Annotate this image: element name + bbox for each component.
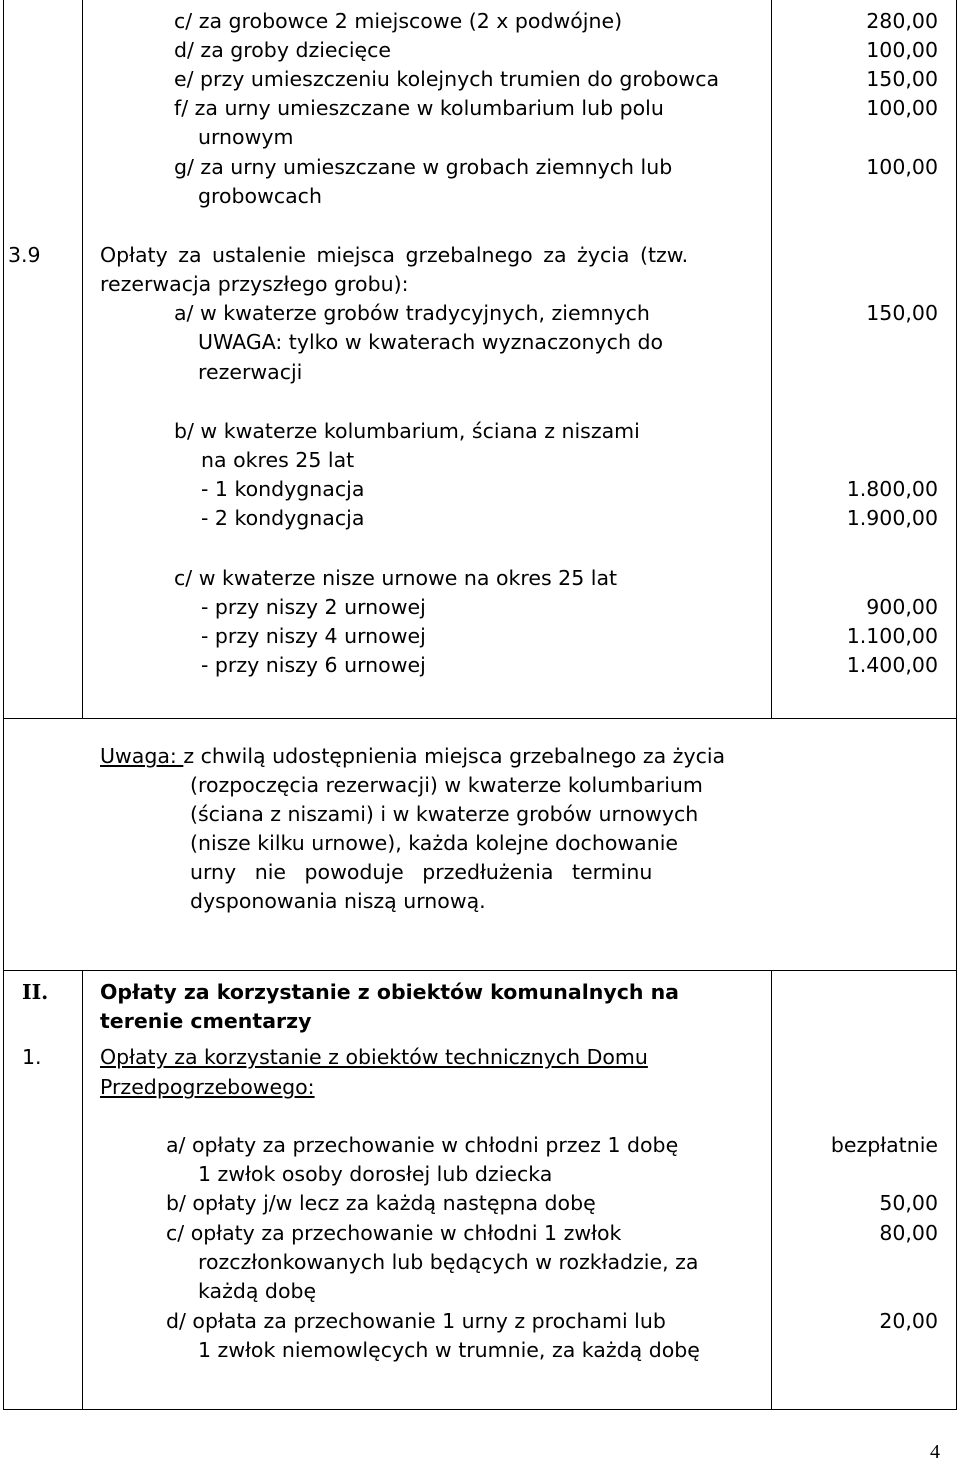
fee-line: 1 zwłok osoby dorosłej lub dziecka [198,1162,553,1186]
fee-note: rezerwacji [198,360,303,384]
subsection-title: Przedpogrzebowego: [100,1075,315,1099]
note-line: urny nie powoduje przedłużenia terminu [190,860,653,884]
fee-item: - przy niszy 4 urnowej [201,624,426,648]
fee-amount: 100,00 [866,155,938,179]
fee-amount: 100,00 [866,96,938,120]
fee-amount: 1.800,00 [846,477,938,501]
fee-item: - przy niszy 6 urnowej [201,653,426,677]
fee-line: urnowym [198,125,294,149]
fee-line: e/ przy umieszczeniu kolejnych trumien do grobowca [174,67,720,91]
fee-line: 1 zwłok niemowlęcych w trumnie, za każdą dobę [198,1338,700,1362]
column-divider-amount [771,0,772,718]
note-label: Uwaga: [100,744,184,768]
fee-item: - przy niszy 2 urnowej [201,595,426,619]
row-divider-note [3,718,957,719]
subsection-number: 1. [22,1045,42,1069]
fee-amount: 1.400,00 [846,653,938,677]
row-divider-section2 [3,970,957,971]
fee-amount: 150,00 [866,67,938,91]
column-divider-number-2 [82,970,83,1410]
fee-line: a/ opłaty za przechowanie w chłodni przez 1 dobę [166,1133,679,1157]
fee-amount: 1.900,00 [846,506,938,530]
note-line: (nisze kilku urnowe), każda kolejne dochowanie [190,831,678,855]
note-line: (ściana z niszami) i w kwaterze grobów urnowych [190,802,699,826]
note-line: (rozpoczęcia rezerwacji) w kwaterze kolumbarium [190,773,703,797]
note-text: z chwilą udostępnienia miejsca grzebalnego za życia [183,744,726,768]
fee-item: - 1 kondygnacja [201,477,365,501]
fee-amount: 20,00 [879,1309,938,1333]
fee-line: d/ za groby dziecięce [174,38,392,62]
fee-line: a/ w kwaterze grobów tradycyjnych, ziemnych [174,301,650,325]
note-line: dysponowania niszą urnową. [190,889,486,913]
section-title: terenie cmentarzy [100,1009,312,1033]
table-border-left [3,0,4,1410]
note-line [100,742,725,771]
fee-line: każdą dobę [198,1279,317,1303]
fee-line: d/ opłata za przechowanie 1 urny z prochami lub [166,1309,666,1333]
fee-line: c/ w kwaterze nisze urnowe na okres 25 lat [174,566,618,590]
fee-line: grobowcach [198,184,322,208]
section-number: II. [22,980,49,1004]
fee-amount: 280,00 [866,9,938,33]
fee-line: na okres 25 lat [201,448,355,472]
fee-amount: 900,00 [866,595,938,619]
fee-amount: 100,00 [866,38,938,62]
fee-line: b/ w kwaterze kolumbarium, ściana z niszami [174,419,640,443]
fee-line: c/ za grobowce 2 miejscowe (2 x podwójne) [174,9,623,33]
table-border-bottom [3,1409,957,1410]
section-number: 3.9 [8,243,41,267]
fee-line: f/ za urny umieszczane w kolumbarium lub polu [174,96,664,120]
page-number: 4 [930,1441,940,1463]
fee-line: g/ za urny umieszczane w grobach ziemnych lub [174,155,673,179]
section-title: Opłaty za ustalenie miejsca grzebalnego za życia (tzw. [100,243,689,267]
fee-amount: bezpłatnie [830,1133,938,1157]
fee-amount: 150,00 [866,301,938,325]
fee-amount: 50,00 [879,1191,938,1215]
column-divider-amount-2 [771,970,772,1410]
table-border-right [956,0,957,1410]
subsection-title: Opłaty za korzystanie z obiektów technicznych Domu [100,1045,648,1069]
fee-item: - 2 kondygnacja [201,506,365,530]
fee-line: c/ opłaty za przechowanie w chłodni 1 zwłok [166,1221,622,1245]
column-divider-number [82,0,83,718]
section-title: Opłaty za korzystanie z obiektów komunalnych na [100,980,680,1004]
fee-amount: 1.100,00 [846,624,938,648]
fee-line: rozczłonkowanych lub będących w rozkładzie, za [198,1250,699,1274]
fee-note: UWAGA: tylko w kwaterach wyznaczonych do [198,330,664,354]
section-title: rezerwacja przyszłego grobu): [100,272,409,296]
fee-amount: 80,00 [879,1221,938,1245]
fee-line: b/ opłaty j/w lecz za każdą następna dobę [166,1191,596,1215]
